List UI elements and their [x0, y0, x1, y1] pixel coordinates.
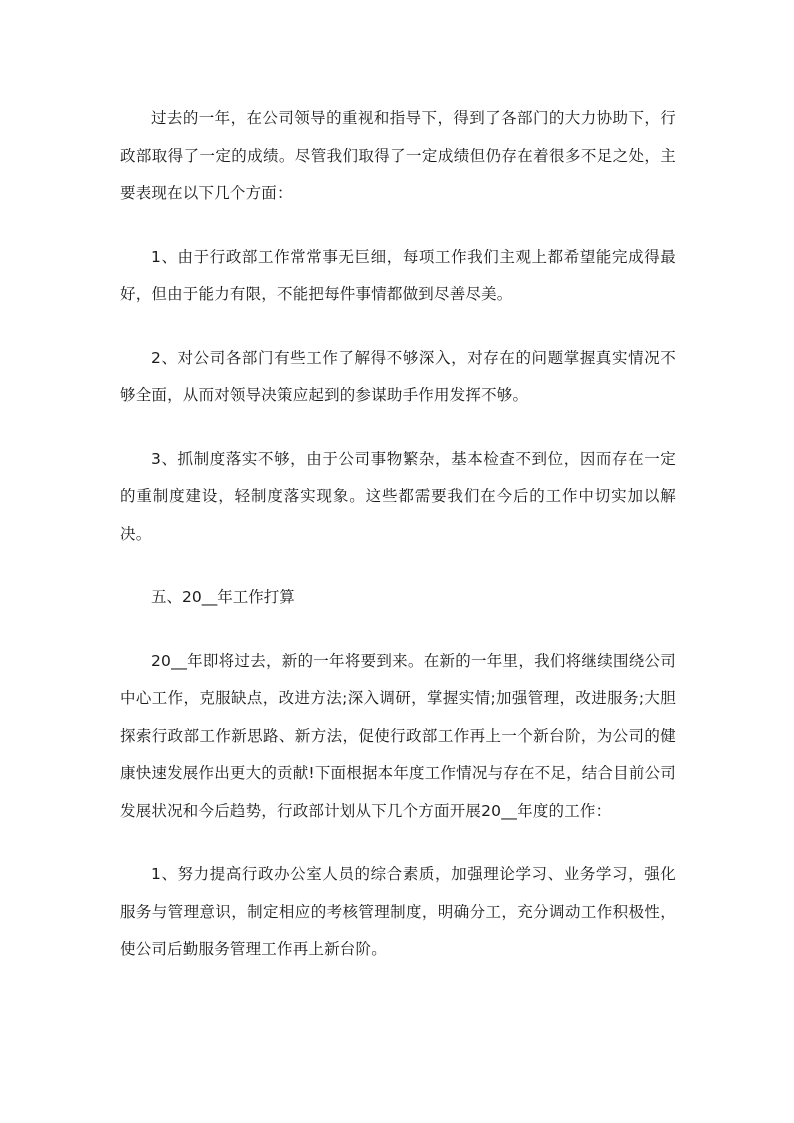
paragraph-intro: 过去的一年，在公司领导的重视和指导下，得到了各部门的大力协助下，行政部取得了一定的成绩。尽管我们取得了一定成绩但仍存在着很多不足之处，主要表现在以下几个方面：	[120, 109, 676, 202]
paragraph-issue-2: 2、对公司各部门有些工作了解得不够深入，对存在的问题掌握真实情况不够全面，从而对领导决策应起到的参谋助手作用发挥不够。	[120, 348, 676, 404]
document-body	[120, 100, 676, 995]
paragraph-plan-intro: 20__年即将过去，新的一年将要到来。在新的一年里，我们将继续围绕公司中心工作，克服缺点，改进方法;深入调研，掌握实情;加强管理，改进服务;大胆探索行政部工作新思路、新方法，促使行政部工作再上一个新台阶，为公司的健康快速发展作出更大的贡献!下面根据本年度工作情况与存在不足，结合目前公司发展状况和今后趋势，行政部计划从下几个方面开展20__年度的工作：	[120, 651, 676, 820]
paragraph-plan-1: 1、努力提高行政办公室人员的综合素质，加强理论学习、业务学习，强化服务与管理意识，制定相应的考核管理制度，明确分工，充分调动工作积极性，使公司后勤服务管理工作再上新台阶。	[120, 865, 676, 958]
section-heading: 五、20__年工作打算	[151, 588, 295, 606]
paragraph-issue-3: 3、抓制度落实不够，由于公司事物繁杂，基本检查不到位，因而存在一定的重制度建设，轻制度落实现象。这些都需要我们在今后的工作中切实加以解决。	[120, 449, 676, 543]
paragraph-issue-1: 1、由于行政部工作常常事无巨细，每项工作我们主观上都希望能完成得最好，但由于能力有限，不能把每件事情都做到尽善尽美。	[120, 247, 676, 303]
